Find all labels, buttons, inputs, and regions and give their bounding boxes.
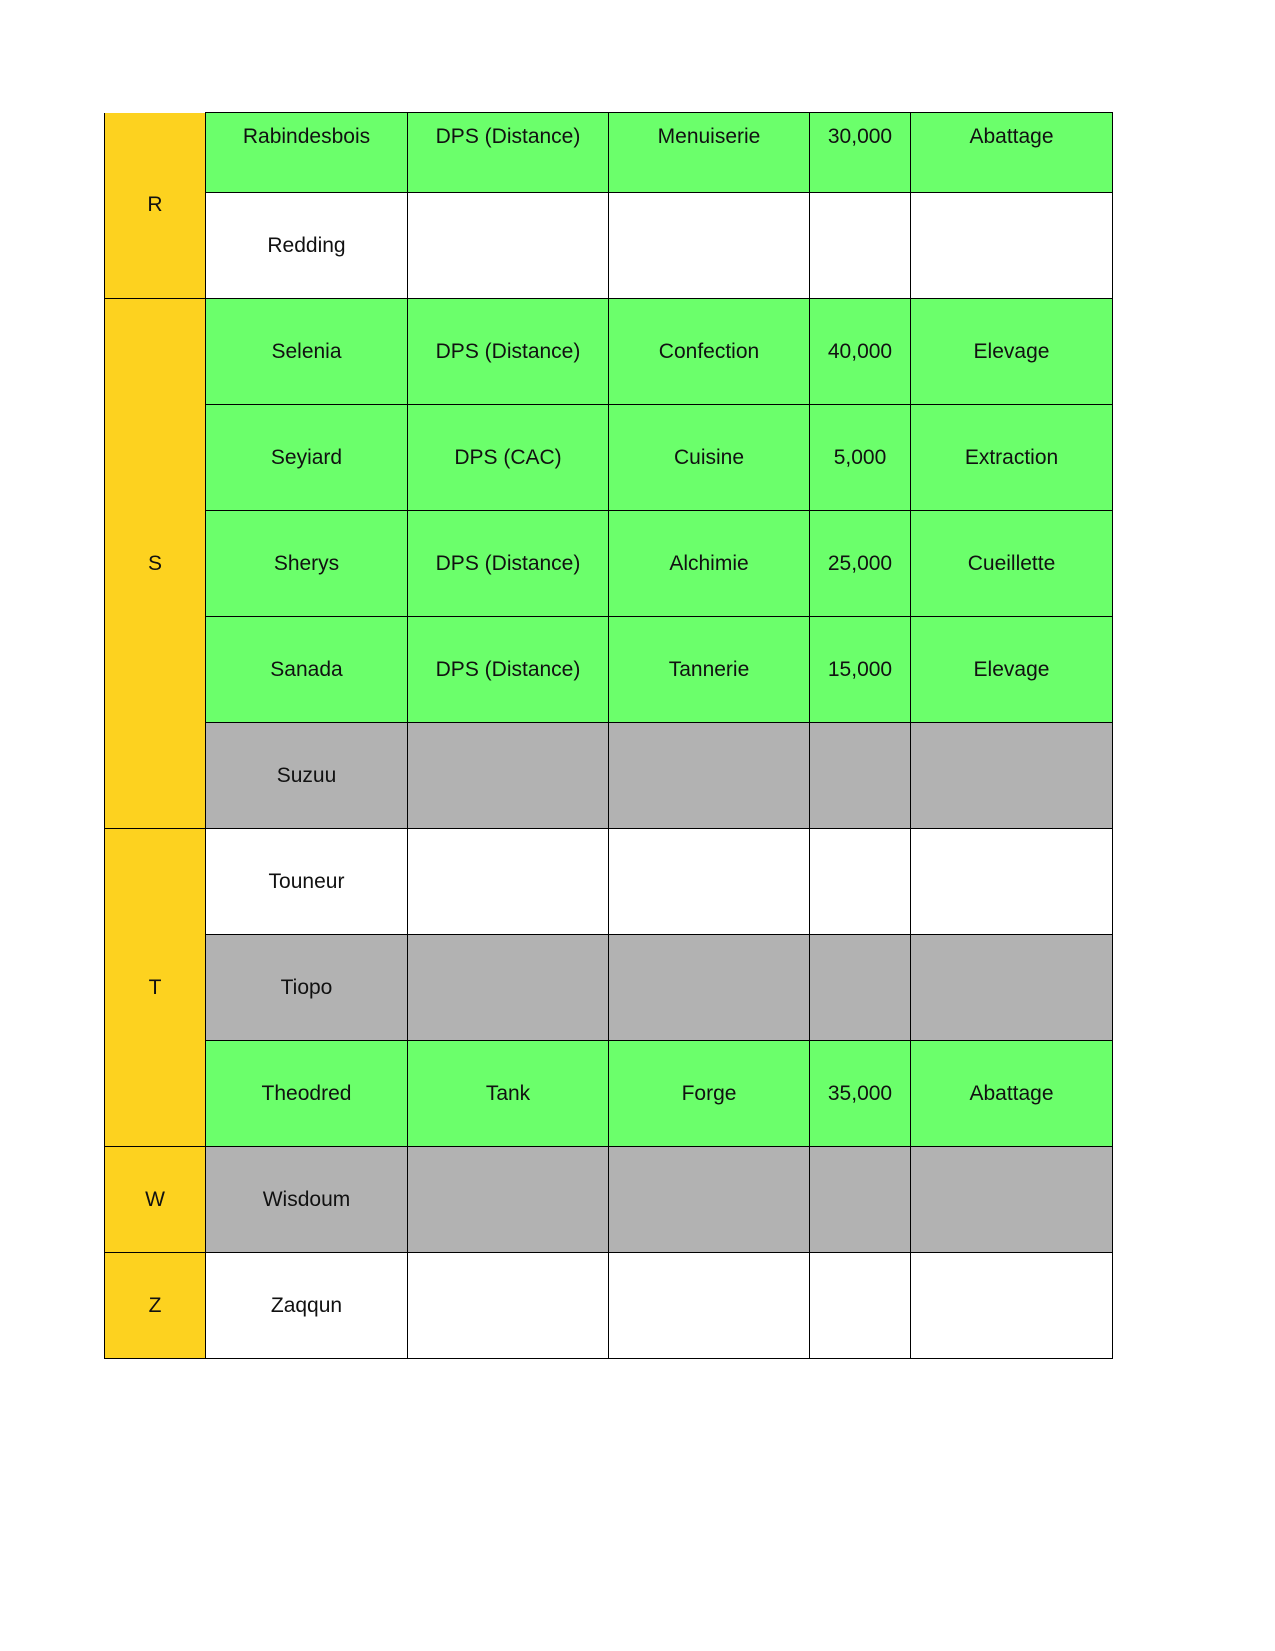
amount-cell <box>810 935 911 1041</box>
member-name-cell: Seyiard <box>206 405 408 511</box>
role-cell <box>408 935 609 1041</box>
craft-cell: Forge <box>609 1041 810 1147</box>
role-cell: DPS (CAC) <box>408 405 609 511</box>
table-row <box>105 829 1113 935</box>
amount-cell: 15,000 <box>810 617 911 723</box>
group-letter-cell: S <box>105 299 206 829</box>
craft-cell <box>609 1147 810 1253</box>
amount-cell <box>810 723 911 829</box>
craft-cell <box>609 1253 810 1359</box>
table-row <box>105 723 1113 829</box>
member-name-cell: Sanada <box>206 617 408 723</box>
role-cell <box>408 829 609 935</box>
amount-cell <box>810 193 911 299</box>
gathering-cell: Extraction <box>911 405 1113 511</box>
table-row <box>105 405 1113 511</box>
craft-cell <box>609 193 810 299</box>
gathering-cell <box>911 193 1113 299</box>
gathering-cell <box>911 1253 1113 1359</box>
craft-cell: Menuiserie <box>609 113 810 193</box>
member-name-cell: Zaqqun <box>206 1253 408 1359</box>
role-cell: DPS (Distance) <box>408 299 609 405</box>
gathering-cell: Elevage <box>911 299 1113 405</box>
table-row <box>105 511 1113 617</box>
gathering-cell <box>911 1147 1113 1253</box>
role-cell <box>408 193 609 299</box>
gathering-cell: Abattage <box>911 113 1113 193</box>
group-letter-cell: W <box>105 1147 206 1253</box>
gathering-cell <box>911 935 1113 1041</box>
role-cell: DPS (Distance) <box>408 511 609 617</box>
gathering-cell: Abattage <box>911 1041 1113 1147</box>
member-roster-table <box>104 112 1113 1359</box>
table-row <box>105 1253 1113 1359</box>
role-cell: Tank <box>408 1041 609 1147</box>
gathering-cell: Cueillette <box>911 511 1113 617</box>
table-row <box>105 299 1113 405</box>
member-name-cell: Wisdoum <box>206 1147 408 1253</box>
craft-cell <box>609 829 810 935</box>
amount-cell: 25,000 <box>810 511 911 617</box>
member-name-cell: Tiopo <box>206 935 408 1041</box>
amount-cell: 5,000 <box>810 405 911 511</box>
member-name-cell: Suzuu <box>206 723 408 829</box>
group-letter-cell: Z <box>105 1253 206 1359</box>
amount-cell: 35,000 <box>810 1041 911 1147</box>
gathering-cell <box>911 829 1113 935</box>
table-row <box>105 935 1113 1041</box>
role-cell <box>408 723 609 829</box>
role-cell: DPS (Distance) <box>408 617 609 723</box>
member-name-cell: Redding <box>206 193 408 299</box>
group-letter-cell: T <box>105 829 206 1147</box>
amount-cell <box>810 829 911 935</box>
amount-cell: 40,000 <box>810 299 911 405</box>
craft-cell <box>609 723 810 829</box>
amount-cell: 30,000 <box>810 113 911 193</box>
member-name-cell: Touneur <box>206 829 408 935</box>
role-cell: DPS (Distance) <box>408 113 609 193</box>
craft-cell: Cuisine <box>609 405 810 511</box>
role-cell <box>408 1147 609 1253</box>
amount-cell <box>810 1253 911 1359</box>
member-name-cell: Sherys <box>206 511 408 617</box>
role-cell <box>408 1253 609 1359</box>
table-row <box>105 113 1113 193</box>
gathering-cell: Elevage <box>911 617 1113 723</box>
amount-cell <box>810 1147 911 1253</box>
table-row <box>105 617 1113 723</box>
member-name-cell: Theodred <box>206 1041 408 1147</box>
roster-body <box>105 113 1113 1359</box>
craft-cell: Tannerie <box>609 617 810 723</box>
member-name-cell: Rabindesbois <box>206 113 408 193</box>
gathering-cell <box>911 723 1113 829</box>
craft-cell: Confection <box>609 299 810 405</box>
group-letter-cell: R <box>105 113 206 299</box>
member-name-cell: Selenia <box>206 299 408 405</box>
craft-cell: Alchimie <box>609 511 810 617</box>
table-row <box>105 193 1113 299</box>
table-row <box>105 1147 1113 1253</box>
table-row <box>105 1041 1113 1147</box>
craft-cell <box>609 935 810 1041</box>
